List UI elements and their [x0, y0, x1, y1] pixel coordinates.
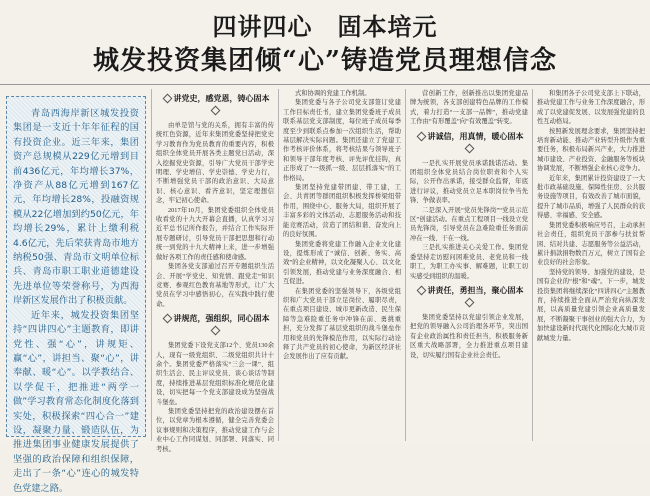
section-heading: 讲诚信，用真情，暖心固本 [410, 131, 528, 155]
lead-paragraph-1: 青岛西海岸新区城发投资集团是一支近十年年征程的国有投资企业。近三年来，集团资产总规模从229亿元增到目前436亿元，年均增长37%，净资产从88亿元增到167亿元，年均增长28%，投融资规模从22亿增加到约50亿元，年均增长29%，累计上缴利税4.6亿元，先后荣获青岛市地方纳税50强、青岛市文明单位标兵、青岛市职工职业道德建设先进单位等荣誉称号，为西海岸新区发展作出了积极贡献。 [13, 108, 139, 307]
paragraph: 按照新发展理念要求，集团坚持把培育新动能、推动产业转型升级作为重要任务，积极布局新兴产业，大力推进城市建设、产业投资、金融服务等板块协调发展，不断增强企业核心竞争力。 [537, 127, 645, 173]
section-heading: 讲规范，强组织，同心固本 [156, 313, 274, 337]
paragraph: 集团党委坚持把党的政治建设摆在首位，以党章为根本遵循，健全完善党委会议事规则和决策程序，推动党建工作与企业中心工作同谋划、同部署、同落实、同考核。 [156, 407, 274, 453]
headline-line-2: 城发投资集团倾“心”铸造党员理想信念 [93, 46, 557, 76]
headline-line-1: 四讲四心 固本培元 [212, 12, 438, 41]
lead-paragraph-2: 近年来，城发投资集团坚持“四讲四心”主题教育，即讲党性、强“心”，讲规矩、赢“心”，讲担当、聚“心”，讲奉献、暖“心”。以学教结合、以学促干，把推进“两学一做”学习教育常态化制度化落到实处，积极探索“四心合一”建设，凝聚力量、锻造队伍，为推进集团事业健康发展提供了坚强的政治保障和组织保障，走出了一条“心”连心的城发特色党建之路。 [13, 309, 139, 494]
paragraph: 集团党委积极响应号召，主动承担社会责任，组织党员干部参与扶贫帮困、结对共建、志愿服务等公益活动，累计捐款捐物数百万元，树立了国有企业良好的社会形象。 [537, 221, 645, 267]
article-column-4 [410, 89, 528, 441]
paragraph: 一是扎实开展党员承诺践诺活动。集团组织全体党员结合岗位职责和个人实际，公开作出承诺，接受群众监督，年底进行评议，推动党员立足本职岗位争当先锋、争做表率。 [410, 159, 528, 205]
paragraph: 三是扎实推进关心关爱工作。集团党委坚持走访慰问困难党员、老党员和一线职工，为职工办实事、解难题，让职工切实感受到组织的温暖。 [410, 244, 528, 280]
paragraph: 在集团党委的坚强领导下，各级党组织和广大党员干部立足岗位、履职尽责，在重点项目建设、城市更新改造、民生保障等急难险重任务中冲锋在前、勇挑重担，充分发挥了基层党组织的战斗堡垒作用和党员的先锋模范作用，以实际行动诠释了共产党员的初心使命，为新区经济社会发展作出了应有贡献。 [283, 287, 401, 361]
section-heading: 讲责任，勇担当，聚心固本 [410, 285, 528, 309]
paragraph: 近年来，集团累计投资建设了一大批市政基础设施、保障性住房、公共服务设施等项目，有效改善了城市面貌，提升了城市品质，增强了人民群众的获得感、幸福感、安全感。 [537, 174, 645, 220]
article-column-3 [283, 89, 401, 441]
paragraph: 坚持党的领导、加强党的建设，是国有企业的“根”和“魂”。下一步，城发投资集团将继续深化“四讲四心”主题教育，持续推进全面从严治党向纵深发展，以高质量党建引领企业高质量发展，不断凝聚干事创业的强大合力，为加快建设新时代现代化国际化大城市贡献城发力量。 [537, 268, 645, 342]
paragraph: 由单是馆与党的关系，拥有丰富的传统红色资源，近年来集团党委坚持把党史学习教育作为党员教育的重要内容，积极组织全体党员开展各类主题党日活动，深入挖掘党史资源，引导广大党员干部学史明理、学史增信、学史崇德、学史力行，不断增强党员干部的政治意识、大局意识、核心意识、看齐意识，坚定理想信念，牢记初心使命。 [156, 122, 274, 205]
paragraph: 集团坚持党建带团建、带工建，工会、共青团等群团组织积极发挥桥梁纽带作用，围绕中心、服务大局，组织开展了丰富多彩的文体活动、志愿服务活动和技能竞赛活动，营造了团结和谐、奋发向上的良好氛围。 [283, 184, 401, 239]
paragraph: 和集团各子公司党支部上下联动，推动党建工作与业务工作深度融合，形成了以党建促发展、以发展强党建的良性互动格局。 [537, 90, 645, 126]
column-divider [278, 89, 279, 441]
lead-text-block [13, 107, 139, 494]
headline-rule [0, 84, 650, 85]
lead-box [6, 96, 146, 494]
paragraph: 集团党委将党建工作融入企业文化建设，提炼形成了“诚信、创新、务实、高效”的企业精神，以文化凝聚人心、以文化引领发展，推动党建与业务深度融合、相互促进。 [283, 240, 401, 286]
column-divider [405, 89, 406, 441]
paragraph: 集团各党支部通过召开专题组织生活会、开展“学党史、知党情、跟党走”知识竞赛、参观红色教育基地等形式，让广大党员在学习中感悟初心，在实践中践行使命。 [156, 263, 274, 308]
article-column-2 [156, 89, 274, 453]
column-divider [151, 89, 152, 441]
paragraph: 2017年10月，集团党委组织全体党员收看党的十九大开幕会直播，认真学习习近平总书记所作报告，并结合工作实际开展专题研讨，引导党员干部把思想和行动统一到党的十九大精神上来，进一步增强做好各项工作的责任感和使命感。 [156, 206, 274, 261]
paragraph: 营创新工作，创新推出以集团党建品牌为统领，各支部创建特色品牌的工作模式，着力打造“一支部一品牌”，推动党建工作由“有形覆盖”向“有效覆盖”转变。 [410, 90, 528, 126]
column-divider [532, 89, 533, 441]
section-heading: 讲党史，感党恩，铸心固本 [156, 93, 274, 117]
article-column-5 [537, 89, 645, 441]
paragraph: 集团党委与各子公司党支部签订党建工作目标责任书，建立集团党委班子成员联系基层党支部制度，每位班子成员每季度至少到联系点参加一次组织生活，帮助基层解决实际问题。集团还建立了党建工作考核评价体系，将考核结果与领导班子和领导干部年度考核、评先评优挂钩，真正形成了“一级抓一级、层层抓落实”的工作格局。 [283, 99, 401, 182]
paragraph: 二是深入开展“党员先锋岗”“党员示范区”创建活动。在重点工程项目一线设立党员先锋岗，引导党员在急难险重任务面前冲在一线、干在一线。 [410, 206, 528, 242]
paragraph: 式和协调的党建工作机制。 [295, 90, 371, 97]
paragraph: 集团党委下设党支部12个、党员130余人，现有一级党组织、二级党组织共计十余个。集团党委严格落实“三会一课”、组织生活会、民主评议党员、谈心谈话等制度，持续推进基层党组织标准化规范化建设，切实把每一个党支部建设成为坚强战斗堡垒。 [156, 342, 274, 406]
paragraph: 集团党委坚持以党建引领企业发展，把党的领导融入公司治理各环节，突出国有企业政治属性和责任担当，积极服务新区重大战略部署，全力推进重点项目建设，切实履行国有企业社会责任。 [410, 313, 528, 359]
